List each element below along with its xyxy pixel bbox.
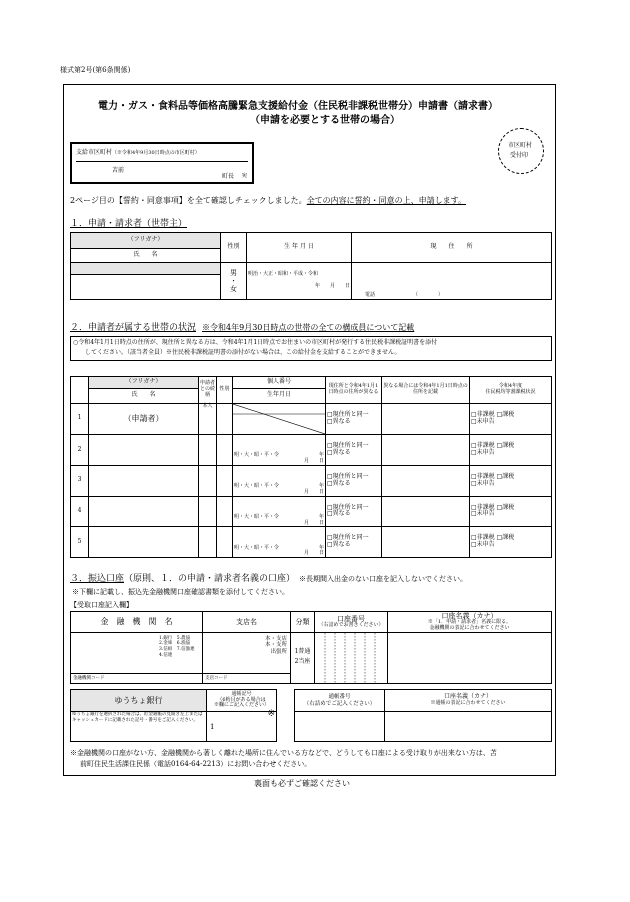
household-tax-input[interactable]: □非課税 □課税 □未申告 [470, 435, 552, 466]
row-number: 4 [71, 496, 89, 527]
section3-heading: ３．振込口座（原則、１．の申請・請求者名義の口座） ※長期間入出金のない口座を記入しないでください。 [70, 574, 468, 584]
section3-doc-note: ※下欄に記載し、振込先金融機関口座確認書類を添付してください。 [72, 588, 289, 596]
reception-stamp-area [498, 128, 544, 174]
household-gender-input[interactable] [217, 496, 233, 527]
household-diff-input[interactable] [382, 527, 470, 558]
yucho-holder-input[interactable] [385, 712, 552, 742]
number-label: 通帳番号 （右詰めでご記入ください） [295, 690, 385, 712]
household-row [71, 527, 552, 558]
household-name-input[interactable] [89, 465, 199, 496]
household-residence-input[interactable]: □現住所と同一 □異なる [326, 435, 382, 466]
footer-note-1: ※金融機関の口座がない方、金融機関から著しく離れた場所に住んでいる方などで、どうしても口座による受け取りが出来ない方は、苫 [70, 749, 497, 757]
form-title: 電力・ガス・食料品等価格高騰緊急支援給付金（住民税非課税世帯分）申請書（請求書） [98, 101, 498, 112]
applicant-address-label: 現 住 所 [352, 233, 552, 263]
applicant-furigana-label: （フリガナ） [71, 233, 221, 249]
account-type-options[interactable]: 1普通 2当座 [291, 632, 315, 683]
back-page-note: 裏面も必ずご確認ください [254, 779, 350, 788]
bank-account-table [70, 611, 552, 684]
applicant-furigana-input[interactable] [71, 263, 221, 275]
addressee-name: 苫前 [112, 167, 125, 174]
household-tax-input[interactable]: □非課税 □課税 □未申告 [470, 527, 552, 558]
section1-heading: １．申請・請求者（世帯主） [70, 219, 188, 229]
number-input[interactable] [295, 712, 385, 742]
household-name-input[interactable] [89, 496, 199, 527]
household-diff-input[interactable] [382, 465, 470, 496]
consent-prefix: 2ページ目の【誓約・同意事項】を全て確認しチェックしました。 [70, 196, 307, 205]
bank-type-options[interactable]: 1.銀行 5.農協 2.金庫 6.漁協 3.信組 7.信漁連 4.信連 [159, 635, 195, 659]
yucho-label: ゆうちょ銀行 [71, 690, 207, 712]
acct-no-label: 口座番号 （右詰めでお書きください） [315, 612, 388, 633]
household-tax-label: 令和4年度 住民税均等割課税状況 [470, 377, 552, 404]
applicant-table [70, 232, 552, 300]
household-row [71, 403, 552, 435]
household-diff-input[interactable] [382, 435, 470, 466]
type-label: 分類 [291, 612, 315, 633]
stamp-label-2: 受付印 [510, 152, 529, 159]
household-gender-input[interactable] [217, 403, 233, 435]
bank-code-field[interactable]: 金融機関コード [71, 673, 203, 683]
household-residence-input[interactable]: □現住所と同一 □異なる [326, 527, 382, 558]
household-residence-input[interactable]: □現住所と同一 □異なる [326, 465, 382, 496]
row-number: 2 [71, 435, 89, 466]
household-mynumber-input[interactable] [233, 403, 326, 435]
section2-notice: ○令和4年1月1日時点の住所が、現住所と異なる方は、令和4年1月1日時点でお住まいの市区町村が発行する住民税非課税証明書を添付 してください。（該当者全員）※住民税非課税証明書の添付がない場合は、この給付金を支給することができません。 [70, 336, 552, 361]
household-tax-input[interactable]: □非課税 □課税 □未申告 [470, 465, 552, 496]
addressee-mayor: 町長 [222, 173, 235, 180]
bank-name-input[interactable] [71, 632, 203, 683]
household-name-input[interactable] [89, 527, 199, 558]
applicant-address-input[interactable]: 電話 （ ） [352, 263, 552, 300]
applicant-birthdate-label: 生 年 月 日 [247, 233, 352, 263]
household-relation-input[interactable] [199, 496, 217, 527]
household-row [71, 465, 552, 496]
addressee-municipality: 支給市区町村 [76, 149, 113, 156]
holder-input[interactable] [388, 632, 552, 683]
yucho-holder-label: 口座名義（カナ） ※通帳の表記に合わせてください [385, 690, 552, 712]
household-mynumber-input[interactable]: 明・大・昭・平・令 年 月 日 [233, 496, 326, 527]
household-name-input[interactable]: （申請者） [89, 403, 199, 435]
yucho-table [70, 689, 552, 742]
applicant-name-label: 氏 名 [71, 249, 221, 263]
household-tax-input[interactable]: □非課税 □課税 □未申告 [470, 496, 552, 527]
symbol-label: 通帳記号 （6桁目がある場合は ※欄にご記入ください） [207, 690, 277, 712]
household-relation-input[interactable] [199, 527, 217, 558]
row-number: 5 [71, 527, 89, 558]
household-gender-label: 性別 [217, 377, 233, 404]
household-residence-input[interactable]: □現住所と同一 □異なる [326, 496, 382, 527]
row-number: 3 [71, 465, 89, 496]
stamp-label-1: 市区町村 [508, 142, 533, 149]
consent-suffix: 全ての内容に誓約・同意の上、申請します。 [306, 196, 467, 205]
applicant-name-input[interactable] [71, 274, 221, 299]
holder-label: 口座名義（カナ） ※「1．申請・請求者」名義に限る。 金融機関の表記に合わせてください [388, 612, 552, 633]
branch-type-options[interactable]: 本・支店 本・支所 出張所 [264, 635, 287, 656]
applicant-gender-label: 性別 [221, 233, 247, 263]
household-table [70, 376, 552, 558]
household-diff-label: 異なる場合には令和4年1月1日時点の住所を記載 [382, 377, 470, 404]
section2-heading: ２．申請者が属する世帯の状況 ※令和4年9月30日時点の世帯の全ての構成員について記載 [70, 323, 415, 333]
addressee-note: （※令和4年9月30日時点の市区町村） [112, 150, 200, 156]
applicant-gender-options[interactable]: 男 ・ 女 [221, 263, 247, 300]
household-relation-input[interactable] [199, 465, 217, 496]
household-diff-input[interactable] [382, 403, 470, 435]
bank-name-label: 金 融 機 関 名 [71, 612, 203, 633]
acct-no-input[interactable] [315, 632, 388, 683]
household-relation-label: 申請者との続柄 [199, 377, 217, 404]
addressee-to: 宛 [242, 173, 248, 179]
household-tax-input[interactable]: □非課税 □課税 □未申告 [470, 403, 552, 435]
household-furigana-label: （フリガナ） [89, 377, 199, 389]
branch-label: 支店名 [203, 612, 291, 633]
household-residence-input[interactable]: □現住所と同一 □異なる [326, 403, 382, 435]
household-relation-input[interactable]: 本人 [199, 403, 217, 435]
household-mynumber-input[interactable]: 明・大・昭・平・令 年 月 日 [233, 435, 326, 466]
applicant-birthdate-input[interactable]: 明治・大正・昭和・平成・令和 年 月 日 [247, 263, 352, 300]
consent-checkbox-line[interactable] [70, 197, 466, 205]
row-number: 1 [71, 403, 89, 435]
yucho-note: ゆうちょ銀行を選択された場合は、貯金通帳の見開き左上または キャッシュカードに記載された記号・番号をご記入ください。 [71, 712, 207, 742]
footer-note-2: 前町住民生活課住民係（電話0164-64-2213）にお問い合わせください。 [80, 760, 312, 768]
form-id: 様式第2号(第6条関係) [60, 66, 131, 74]
household-gender-input[interactable] [217, 465, 233, 496]
form-subtitle: （申請を必要とする世帯の場合） [250, 115, 400, 126]
household-mynumber-input[interactable]: 明・大・昭・平・令 年 月 日 [233, 527, 326, 558]
household-name-input[interactable] [89, 435, 199, 466]
household-mynumber-label: 個人番号 [233, 377, 326, 389]
symbol-input[interactable]: 1 ※ [207, 712, 277, 742]
household-row [71, 435, 552, 466]
section3-box-label: 【受取口座記入欄】 [70, 601, 133, 609]
household-birth-label: 生年月日 [233, 389, 326, 403]
household-gender-input[interactable] [217, 435, 233, 466]
household-row [71, 496, 552, 527]
household-relation-input[interactable] [199, 435, 217, 466]
household-residence-label: 現住所と令和4年1月1日時点の住所が異なる [326, 377, 382, 404]
household-name-label: 氏 名 [89, 389, 199, 403]
household-gender-input[interactable] [217, 527, 233, 558]
household-mynumber-input[interactable]: 明・大・昭・平・令 年 月 日 [233, 465, 326, 496]
branch-input[interactable] [203, 632, 291, 683]
branch-code-field[interactable]: 支店コード [203, 673, 291, 683]
household-diff-input[interactable] [382, 496, 470, 527]
addressee-box [70, 142, 254, 184]
